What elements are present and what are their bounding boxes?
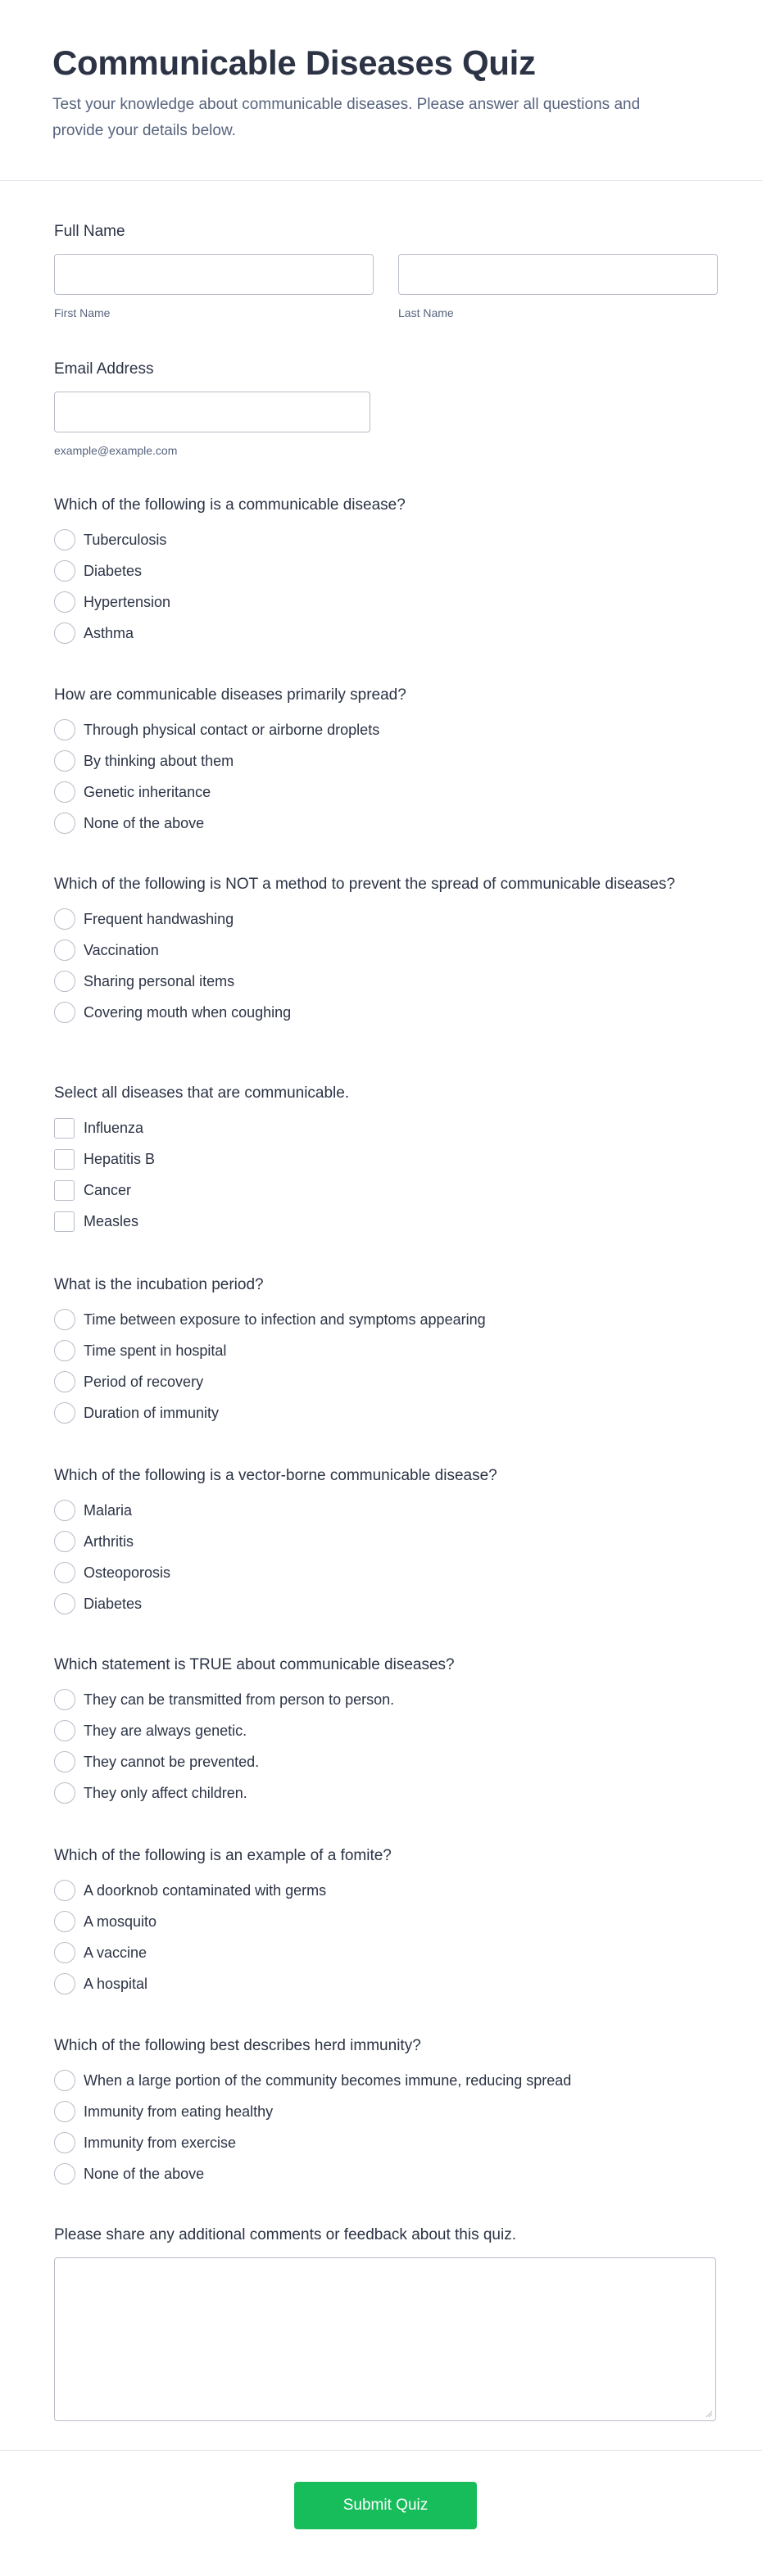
email-field [54, 359, 370, 457]
checkbox-input[interactable] [54, 1149, 75, 1170]
question-2 [54, 685, 726, 839]
question-4 [54, 1083, 726, 1237]
radio-input[interactable] [54, 1720, 75, 1741]
question-3 [54, 874, 726, 1028]
radio-option[interactable] [54, 1557, 726, 1588]
question-text: Which of the following is a communicable disease? [54, 496, 406, 514]
comments-textarea[interactable] [54, 2257, 716, 2421]
radio-option[interactable] [54, 776, 726, 808]
question-1 [54, 495, 726, 649]
page-subtitle: Test your knowledge about communicable diseases. Please answer all questions and provide your details below. [52, 96, 641, 139]
radio-option[interactable] [54, 586, 726, 618]
radio-option[interactable] [54, 1968, 726, 1999]
checkbox-option[interactable] [54, 1206, 726, 1237]
question-text: Which of the following is an example of a fomite? [54, 1847, 392, 1864]
radio-option[interactable] [54, 714, 726, 745]
radio-input[interactable] [54, 1531, 75, 1552]
option-label: Osteoporosis [84, 1564, 171, 1581]
radio-option[interactable] [54, 1746, 726, 1777]
page-title: Communicable Diseases Quiz [52, 43, 536, 82]
option-label: They can be transmitted from person to person. [84, 1691, 395, 1708]
radio-input[interactable] [54, 1309, 75, 1330]
submit-button[interactable]: Submit Quiz [294, 2482, 477, 2529]
radio-input[interactable] [54, 1689, 75, 1710]
radio-option[interactable] [54, 2158, 726, 2189]
radio-input[interactable] [54, 2101, 75, 2122]
radio-input[interactable] [54, 2163, 75, 2184]
option-label: They cannot be prevented. [84, 1753, 260, 1770]
checkbox-input[interactable] [54, 1180, 75, 1201]
radio-input[interactable] [54, 1562, 75, 1583]
radio-input[interactable] [54, 1973, 75, 1994]
radio-input[interactable] [54, 1593, 75, 1614]
radio-option[interactable] [54, 2096, 726, 2127]
radio-option[interactable] [54, 2065, 726, 2096]
radio-input[interactable] [54, 719, 75, 740]
comments-label: Please share any additional comments or feedback about this quiz. [54, 2226, 516, 2243]
question-6 [54, 1465, 726, 1619]
resize-grip-icon[interactable] [705, 2410, 713, 2418]
radio-option[interactable] [54, 1304, 726, 1335]
radio-option[interactable] [54, 1335, 726, 1366]
question-text: What is the incubation period? [54, 1276, 264, 1293]
option-label: Tuberculosis [84, 531, 167, 548]
question-text: Which statement is TRUE about communicable diseases? [54, 1656, 455, 1673]
radio-input[interactable] [54, 1942, 75, 1963]
question-9 [54, 2035, 726, 2189]
radio-option[interactable] [54, 1366, 726, 1397]
radio-option[interactable] [54, 524, 726, 555]
option-label: A hospital [84, 1975, 148, 1992]
radio-input[interactable] [54, 622, 75, 644]
radio-input[interactable] [54, 1340, 75, 1361]
radio-input[interactable] [54, 1500, 75, 1521]
radio-option[interactable] [54, 1937, 726, 1968]
option-label: Immunity from exercise [84, 2134, 237, 2151]
option-label: Asthma [84, 624, 134, 641]
email-label: Email Address [54, 360, 154, 378]
option-label: Sharing personal items [84, 972, 235, 989]
first-name-input[interactable] [54, 254, 374, 295]
option-label: By thinking about them [84, 752, 234, 769]
option-label: A mosquito [84, 1913, 157, 1930]
radio-option[interactable] [54, 1526, 726, 1557]
option-label: When a large portion of the community becomes immune, reducing spread [84, 2071, 572, 2089]
question-text: Which of the following is a vector-borne communicable disease? [54, 1467, 497, 1484]
option-label: Hepatitis B [84, 1150, 156, 1167]
question-8 [54, 1845, 726, 1999]
radio-option[interactable] [54, 1875, 726, 1906]
option-label: Duration of immunity [84, 1404, 220, 1421]
radio-option[interactable] [54, 808, 726, 839]
checkbox-option[interactable] [54, 1175, 726, 1206]
option-label: Frequent handwashing [84, 910, 234, 927]
first-name-sublabel: First Name [54, 306, 111, 319]
full-name-field [54, 221, 718, 319]
option-label: Hypertension [84, 593, 171, 610]
radio-input[interactable] [54, 2070, 75, 2091]
radio-option[interactable] [54, 997, 726, 1028]
option-label: Covering mouth when coughing [84, 1003, 292, 1021]
email-sublabel: example@example.com [54, 444, 178, 457]
radio-input[interactable] [54, 750, 75, 772]
radio-input[interactable] [54, 1402, 75, 1424]
option-label: Diabetes [84, 1595, 143, 1612]
radio-input[interactable] [54, 1002, 75, 1023]
option-label: Time spent in hospital [84, 1342, 227, 1359]
option-label: Measles [84, 1212, 139, 1229]
question-text: Which of the following is NOT a method to prevent the spread of communicable diseases? [54, 876, 675, 893]
form-footer [0, 2450, 762, 2576]
last-name-sublabel: Last Name [398, 306, 454, 319]
last-name-input[interactable] [398, 254, 718, 295]
checkbox-input[interactable] [54, 1211, 75, 1232]
radio-option[interactable] [54, 2127, 726, 2158]
option-label: Arthritis [84, 1532, 134, 1550]
radio-option[interactable] [54, 1588, 726, 1619]
radio-input[interactable] [54, 529, 75, 550]
radio-option[interactable] [54, 618, 726, 649]
radio-input[interactable] [54, 2132, 75, 2153]
radio-input[interactable] [54, 1911, 75, 1932]
radio-input[interactable] [54, 781, 75, 803]
radio-input[interactable] [54, 1880, 75, 1901]
radio-option[interactable] [54, 903, 726, 935]
option-label: Genetic inheritance [84, 783, 211, 800]
option-label: They only affect children. [84, 1784, 247, 1801]
form-header [0, 0, 762, 181]
checkbox-input[interactable] [54, 1118, 75, 1139]
option-label: None of the above [84, 814, 205, 831]
radio-option[interactable] [54, 1715, 726, 1746]
radio-option[interactable] [54, 555, 726, 586]
radio-input[interactable] [54, 971, 75, 992]
full-name-label: Full Name [54, 223, 125, 240]
radio-input[interactable] [54, 908, 75, 930]
option-label: None of the above [84, 2165, 205, 2182]
email-input[interactable] [54, 392, 370, 432]
comments-field [54, 2225, 718, 2421]
option-label: Through physical contact or airborne droplets [84, 721, 380, 738]
radio-option[interactable] [54, 1495, 726, 1526]
option-label: They are always genetic. [84, 1722, 247, 1739]
question-text: Select all diseases that are communicable. [54, 1084, 350, 1102]
question-7 [54, 1655, 726, 1809]
option-label: A doorknob contaminated with germs [84, 1881, 327, 1899]
option-label: A vaccine [84, 1944, 147, 1961]
radio-option[interactable] [54, 1684, 726, 1715]
radio-option[interactable] [54, 966, 726, 997]
option-label: Malaria [84, 1501, 133, 1519]
option-label: Immunity from eating healthy [84, 2103, 274, 2120]
question-text: How are communicable diseases primarily spread? [54, 686, 406, 704]
radio-input[interactable] [54, 1371, 75, 1392]
option-label: Diabetes [84, 562, 143, 579]
question-text: Which of the following best describes herd immunity? [54, 2037, 421, 2054]
option-label: Vaccination [84, 941, 159, 958]
radio-input[interactable] [54, 560, 75, 582]
option-label: Time between exposure to infection and symptoms appearing [84, 1311, 486, 1328]
checkbox-option[interactable] [54, 1143, 726, 1175]
radio-input[interactable] [54, 1782, 75, 1804]
radio-option[interactable] [54, 935, 726, 966]
option-label: Cancer [84, 1181, 132, 1198]
option-label: Influenza [84, 1119, 144, 1136]
option-label: Period of recovery [84, 1373, 204, 1390]
radio-input[interactable] [54, 939, 75, 961]
radio-input[interactable] [54, 591, 75, 613]
radio-input[interactable] [54, 813, 75, 834]
checkbox-option[interactable] [54, 1112, 726, 1143]
radio-option[interactable] [54, 745, 726, 776]
question-5 [54, 1274, 726, 1428]
radio-option[interactable] [54, 1777, 726, 1809]
radio-option[interactable] [54, 1397, 726, 1428]
radio-option[interactable] [54, 1906, 726, 1937]
radio-input[interactable] [54, 1751, 75, 1772]
